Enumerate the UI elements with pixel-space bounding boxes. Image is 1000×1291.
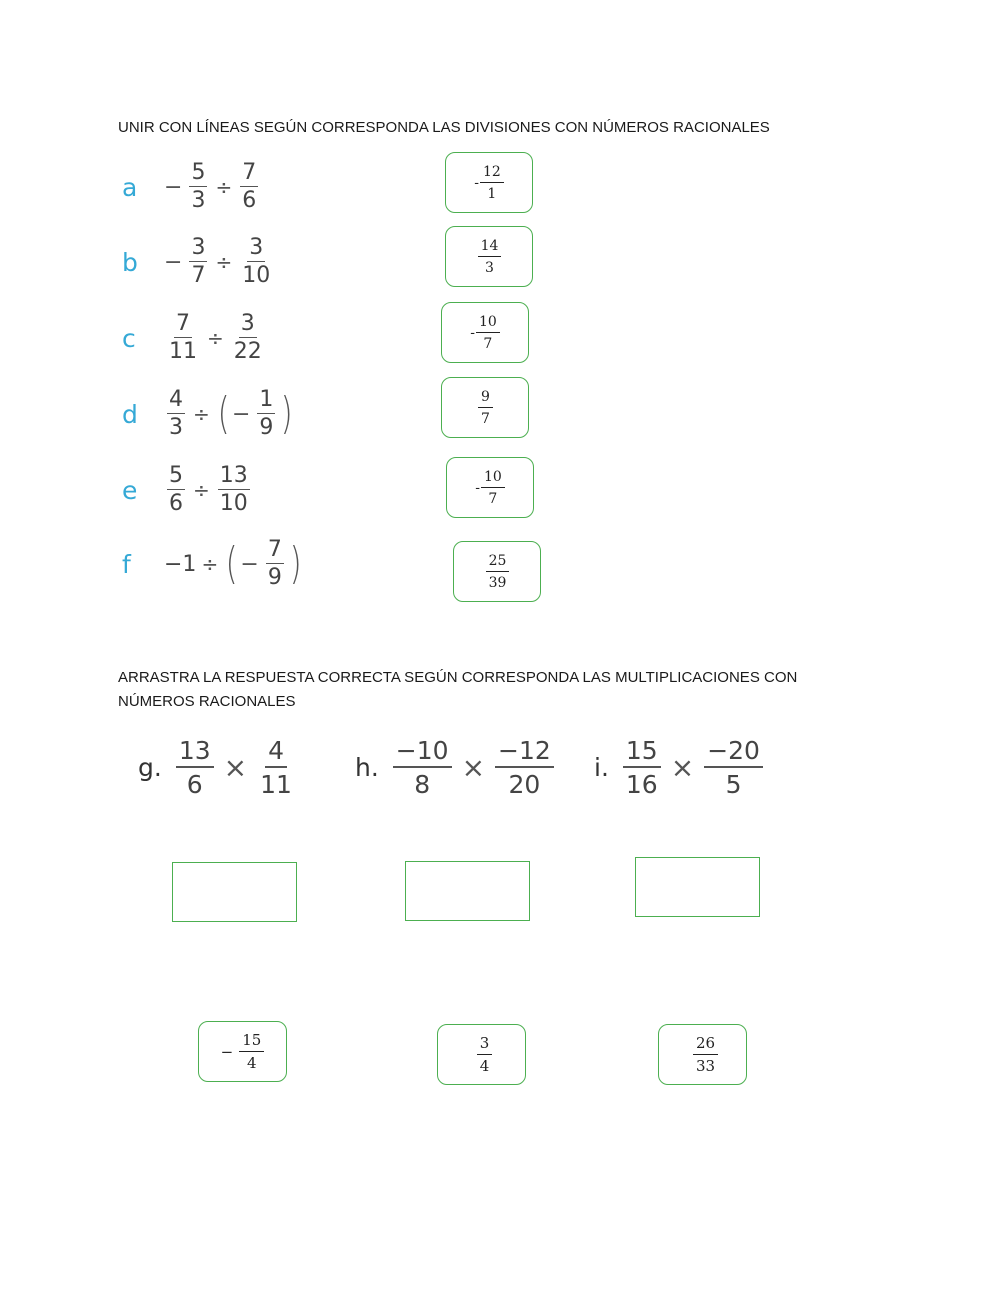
problem-letter: b [122, 247, 138, 277]
drop-target-g[interactable] [172, 862, 297, 922]
fraction: $\frac{3}{7}$ [191, 235, 206, 288]
fraction: $\frac{5}{3}$ [191, 160, 206, 213]
problem-letter: g. [138, 753, 162, 782]
problem-letter: c [122, 323, 136, 353]
fraction: $\frac{7}{11}$ [169, 311, 197, 364]
division-problem-c [122, 308, 267, 368]
fraction: $\frac{4}{3}$ [169, 387, 183, 440]
draggable-answer[interactable]: $\frac{3}{4}$ [437, 1024, 526, 1085]
fraction: $\frac{-12}{20}$ [495, 738, 554, 797]
problem-letter: f [122, 549, 131, 579]
multiplication-problem-g [138, 738, 299, 797]
divide-sign: ÷ [201, 552, 219, 576]
division-problem-d [122, 384, 296, 444]
lead-number: −1 [164, 551, 197, 577]
right-paren: ) [289, 538, 302, 589]
division-answer-box[interactable]: $\frac{14}{3}$ [445, 226, 533, 287]
fraction: $\frac{-10}{8}$ [393, 738, 452, 797]
fraction: $\frac{15}{16}$ [623, 738, 661, 797]
divide-sign: ÷ [207, 326, 224, 350]
division-instruction: UNIR CON LÍNEAS SEGÚN CORRESPONDA LAS DIVISIONES CON NÚMEROS RACIONALES [118, 119, 770, 136]
fraction: $\frac{1}{9}$ [259, 387, 274, 440]
fraction: $\frac{13}{6}$ [176, 738, 214, 797]
divide-sign: ÷ [215, 175, 233, 199]
draggable-answer[interactable]: − $\frac{15}{4}$ [198, 1021, 287, 1082]
division-problem-a [122, 157, 261, 217]
fraction: $\frac{13}{10}$ [219, 463, 248, 516]
division-answer-box[interactable]: $\frac{25}{39}$ [453, 541, 541, 602]
problem-letter: d [122, 399, 138, 429]
fraction: $\frac{3}{22}$ [233, 311, 262, 364]
division-answer-box[interactable]: - $\frac{10}{7}$ [446, 457, 534, 518]
divide-sign: ÷ [215, 250, 233, 274]
division-answer-box[interactable]: $\frac{9}{7}$ [441, 377, 529, 438]
divide-sign: ÷ [193, 478, 210, 502]
division-answer-box[interactable]: - $\frac{10}{7}$ [441, 302, 529, 363]
times-sign: × [223, 751, 248, 784]
problem-letter: h. [355, 753, 379, 782]
times-sign: × [670, 751, 695, 784]
times-sign: × [461, 751, 486, 784]
multiplication-instruction: ARRASTRA LA RESPUESTA CORRECTA SEGÚN CORRESPONDA LAS MULTIPLICACIONES CON NÚMEROS RACIONALES [118, 669, 798, 710]
division-problem-e [122, 460, 253, 520]
divide-sign: ÷ [193, 402, 210, 426]
left-paren: ( [225, 538, 238, 589]
problem-letter: i. [594, 753, 609, 782]
minus-sign: − [164, 249, 183, 275]
problem-letter: a [122, 172, 138, 202]
left-paren: ( [217, 388, 230, 439]
division-problem-b [122, 232, 275, 292]
drop-target-i[interactable] [635, 857, 760, 917]
fraction: $\frac{5}{6}$ [169, 463, 183, 516]
fraction: $\frac{3}{10}$ [242, 235, 271, 288]
minus-sign: − [231, 401, 251, 427]
multiplication-problem-h [355, 738, 558, 797]
right-paren: ) [280, 388, 293, 439]
fraction: $\frac{7}{9}$ [267, 537, 282, 590]
multiplication-problem-i [594, 738, 767, 797]
minus-sign: − [164, 174, 183, 200]
draggable-answer[interactable]: $\frac{26}{33}$ [658, 1024, 747, 1085]
fraction: $\frac{4}{11}$ [260, 736, 292, 799]
problem-letter: e [122, 475, 138, 505]
division-answer-box[interactable]: - $\frac{12}{1}$ [445, 152, 533, 213]
division-problem-f [122, 534, 304, 594]
fraction: $\frac{-20}{5}$ [704, 738, 763, 797]
minus-sign: − [240, 551, 259, 577]
fraction: $\frac{7}{6}$ [242, 160, 257, 213]
drop-target-h[interactable] [405, 861, 530, 921]
